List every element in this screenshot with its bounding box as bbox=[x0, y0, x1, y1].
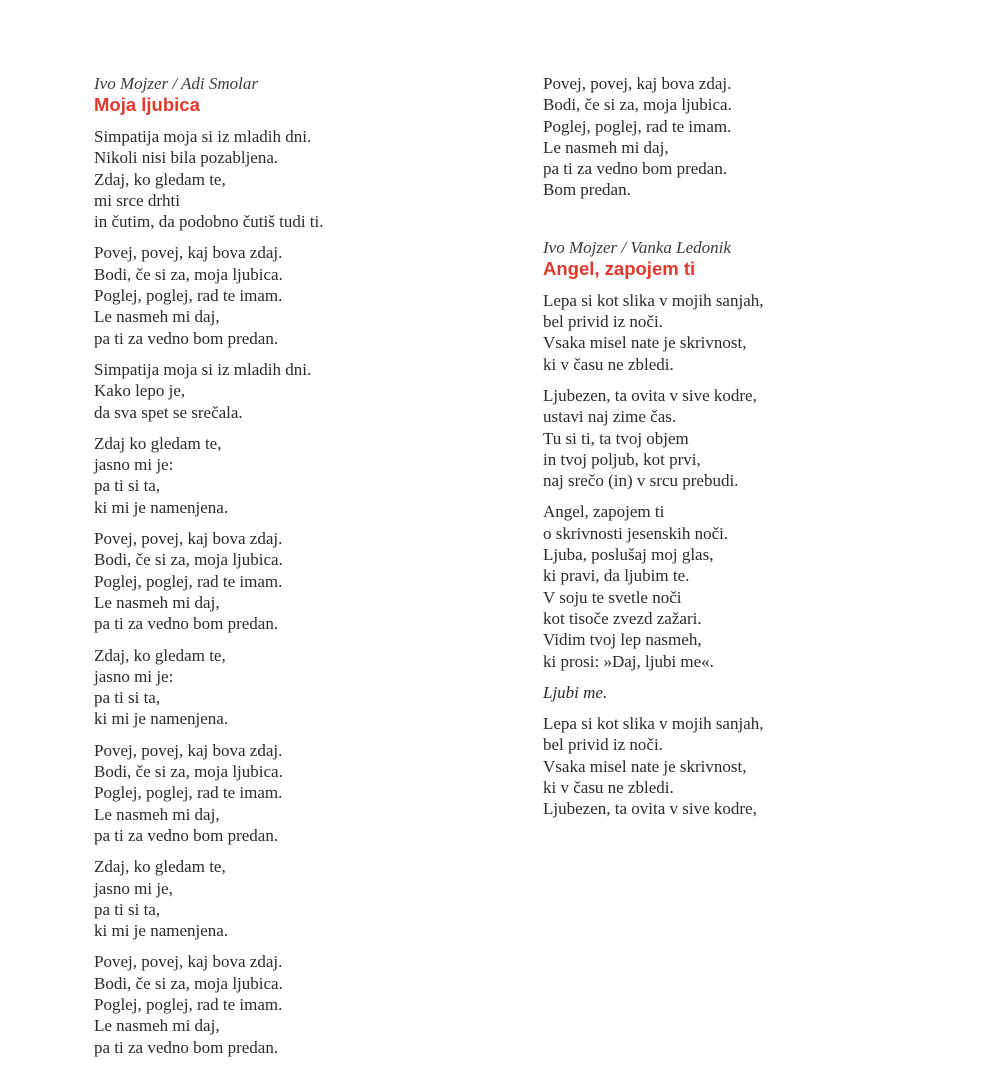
song-credit: Ivo Mojzer / Vanka Ledonik bbox=[543, 237, 731, 257]
lyric-line: Simpatija moja si iz mladih dni. bbox=[94, 359, 312, 379]
lyric-line: Nikoli nisi bila pozabljena. bbox=[94, 148, 279, 168]
lyric-line: Lepa si kot slika v mojih sanjah, bbox=[543, 290, 764, 310]
lyric-line: Povej, povej, kaj bova zdaj. bbox=[94, 243, 283, 263]
song-credit: Ivo Mojzer / Adi Smolar bbox=[94, 74, 259, 93]
lyric-line: Zdaj, ko gledam te, bbox=[94, 857, 226, 877]
stanza bbox=[543, 682, 963, 703]
lyric-line: Povej, povej, kaj bova zdaj. bbox=[94, 952, 283, 972]
lyric-line: Zdaj, ko gledam te, bbox=[94, 645, 226, 665]
song-title: Moja ljubica bbox=[94, 94, 200, 115]
lyric-line: Simpatija moja si iz mladih dni. bbox=[94, 127, 312, 146]
lyric-line: Le nasmeh mi daj, bbox=[94, 307, 220, 327]
stanza bbox=[94, 951, 514, 1057]
lyric-line: pa ti za vedno bom predan. bbox=[94, 614, 279, 634]
lyric-line: Lepa si kot slika v mojih sanjah, bbox=[543, 714, 764, 734]
stanza bbox=[94, 856, 514, 941]
stanza bbox=[543, 385, 963, 491]
stanza bbox=[543, 290, 963, 375]
right-column bbox=[543, 73, 963, 830]
lyric-line: Kako lepo je, bbox=[94, 381, 186, 401]
lyric-line: Bom predan. bbox=[543, 180, 631, 200]
lyric-line: Zdaj, ko gledam te, bbox=[94, 169, 226, 189]
lyric-line: Zdaj ko gledam te, bbox=[94, 433, 222, 453]
lyric-line: ki prosi: »Daj, ljubi me«. bbox=[543, 651, 714, 671]
lyric-line: Poglej, poglej, rad te imam. bbox=[543, 116, 732, 136]
lyric-line: Ljubezen, ta ovita v sive kodre, bbox=[543, 799, 757, 819]
lyric-line: Ljubezen, ta ovita v sive kodre, bbox=[543, 385, 757, 405]
lyric-line: kot tisoče zvezd zažari. bbox=[543, 608, 702, 628]
lyric-line: mi srce drhti bbox=[94, 190, 180, 210]
stanza-list bbox=[94, 126, 514, 1058]
lyric-line: Ljubi me. bbox=[543, 682, 608, 702]
lyric-line: Le nasmeh mi daj, bbox=[94, 804, 220, 824]
lyric-line: Vsaka misel nate je skrivnost, bbox=[543, 333, 747, 353]
lyric-line: ki pravi, da ljubim te. bbox=[543, 566, 690, 586]
stanza bbox=[543, 713, 963, 819]
lyric-line: pa ti si ta, bbox=[94, 688, 161, 708]
lyric-line: ki v času ne zbledi. bbox=[543, 778, 674, 798]
lyric-line: pa ti za vedno bom predan. bbox=[94, 328, 279, 348]
lyric-line: Vidim tvoj lep nasmeh, bbox=[543, 630, 702, 650]
lyric-line: Povej, povej, kaj bova zdaj. bbox=[94, 529, 283, 549]
lyric-line: in čutim, da podobno čutiš tudi ti. bbox=[94, 212, 324, 232]
lyric-line: Bodi, če si za, moja ljubica. bbox=[94, 550, 283, 570]
stanza bbox=[94, 242, 514, 348]
lyric-line: pa ti si ta, bbox=[94, 899, 161, 919]
stanza bbox=[94, 740, 514, 846]
stanza bbox=[543, 501, 963, 671]
lyric-line: in tvoj poljub, kot prvi, bbox=[543, 449, 701, 469]
lyric-line: Ljuba, poslušaj moj glas, bbox=[543, 545, 714, 565]
lyric-line: ki mi je namenjena. bbox=[94, 497, 229, 517]
lyric-line: Bodi, če si za, moja ljubica. bbox=[94, 973, 283, 993]
stanza bbox=[543, 73, 963, 201]
lyric-line: bel privid iz noči. bbox=[543, 735, 663, 755]
lyric-line: Poglej, poglej, rad te imam. bbox=[94, 286, 283, 306]
song-title: Angel, zapojem ti bbox=[543, 257, 696, 279]
stanza bbox=[94, 433, 514, 518]
lyric-line: Bodi, če si za, moja ljubica. bbox=[94, 264, 283, 284]
lyric-line: Vsaka misel nate je skrivnost, bbox=[543, 756, 747, 776]
lyric-line: jasno mi je, bbox=[94, 878, 173, 898]
lyric-line: pa ti za vedno bom predan. bbox=[94, 1037, 279, 1057]
lyric-line: o skrivnosti jesenskih noči. bbox=[543, 523, 729, 543]
lyric-line: ustavi naj zime čas. bbox=[543, 407, 677, 427]
lyric-line: Poglej, poglej, rad te imam. bbox=[94, 783, 283, 803]
song-moja-ljubica bbox=[94, 73, 514, 1058]
lyric-line: Povej, povej, kaj bova zdaj. bbox=[94, 740, 283, 760]
stanza bbox=[94, 528, 514, 634]
lyric-line: jasno mi je: bbox=[94, 666, 174, 686]
lyric-line: jasno mi je: bbox=[94, 455, 174, 475]
lyric-line: Le nasmeh mi daj, bbox=[94, 1016, 220, 1036]
stanza-list bbox=[543, 290, 963, 820]
song-moja-ljubica-continued bbox=[543, 73, 963, 201]
lyric-line: da sva spet se srečala. bbox=[94, 402, 243, 422]
lyric-line: bel privid iz noči. bbox=[543, 312, 663, 332]
lyric-line: ki v času ne zbledi. bbox=[543, 354, 674, 374]
lyric-line: Bodi, če si za, moja ljubica. bbox=[94, 762, 283, 782]
lyric-line: Povej, povej, kaj bova zdaj. bbox=[543, 74, 732, 93]
lyric-line: pa ti si ta, bbox=[94, 476, 161, 496]
lyric-line: Tu si ti, ta tvoj objem bbox=[543, 428, 689, 448]
lyric-line: naj srečo (in) v srcu prebudi. bbox=[543, 471, 739, 491]
lyric-line: ki mi je namenjena. bbox=[94, 921, 229, 941]
stanza-list bbox=[543, 73, 963, 201]
stanza bbox=[94, 645, 514, 730]
lyric-line: V soju te svetle noči bbox=[543, 587, 682, 607]
lyric-line: ki mi je namenjena. bbox=[94, 709, 229, 729]
stanza bbox=[94, 359, 514, 423]
song-angel-zapojem-ti bbox=[543, 237, 963, 820]
lyric-line: Poglej, poglej, rad te imam. bbox=[94, 571, 283, 591]
lyric-line: Bodi, če si za, moja ljubica. bbox=[543, 95, 732, 115]
lyric-line: Angel, zapojem ti bbox=[543, 502, 665, 522]
lyric-line: Le nasmeh mi daj, bbox=[543, 137, 669, 157]
lyric-line: pa ti za vedno bom predan. bbox=[543, 159, 728, 179]
lyric-line: Le nasmeh mi daj, bbox=[94, 592, 220, 612]
stanza bbox=[94, 126, 514, 232]
lyric-line: Poglej, poglej, rad te imam. bbox=[94, 994, 283, 1014]
lyric-line: pa ti za vedno bom predan. bbox=[94, 825, 279, 845]
left-column bbox=[94, 73, 514, 1068]
